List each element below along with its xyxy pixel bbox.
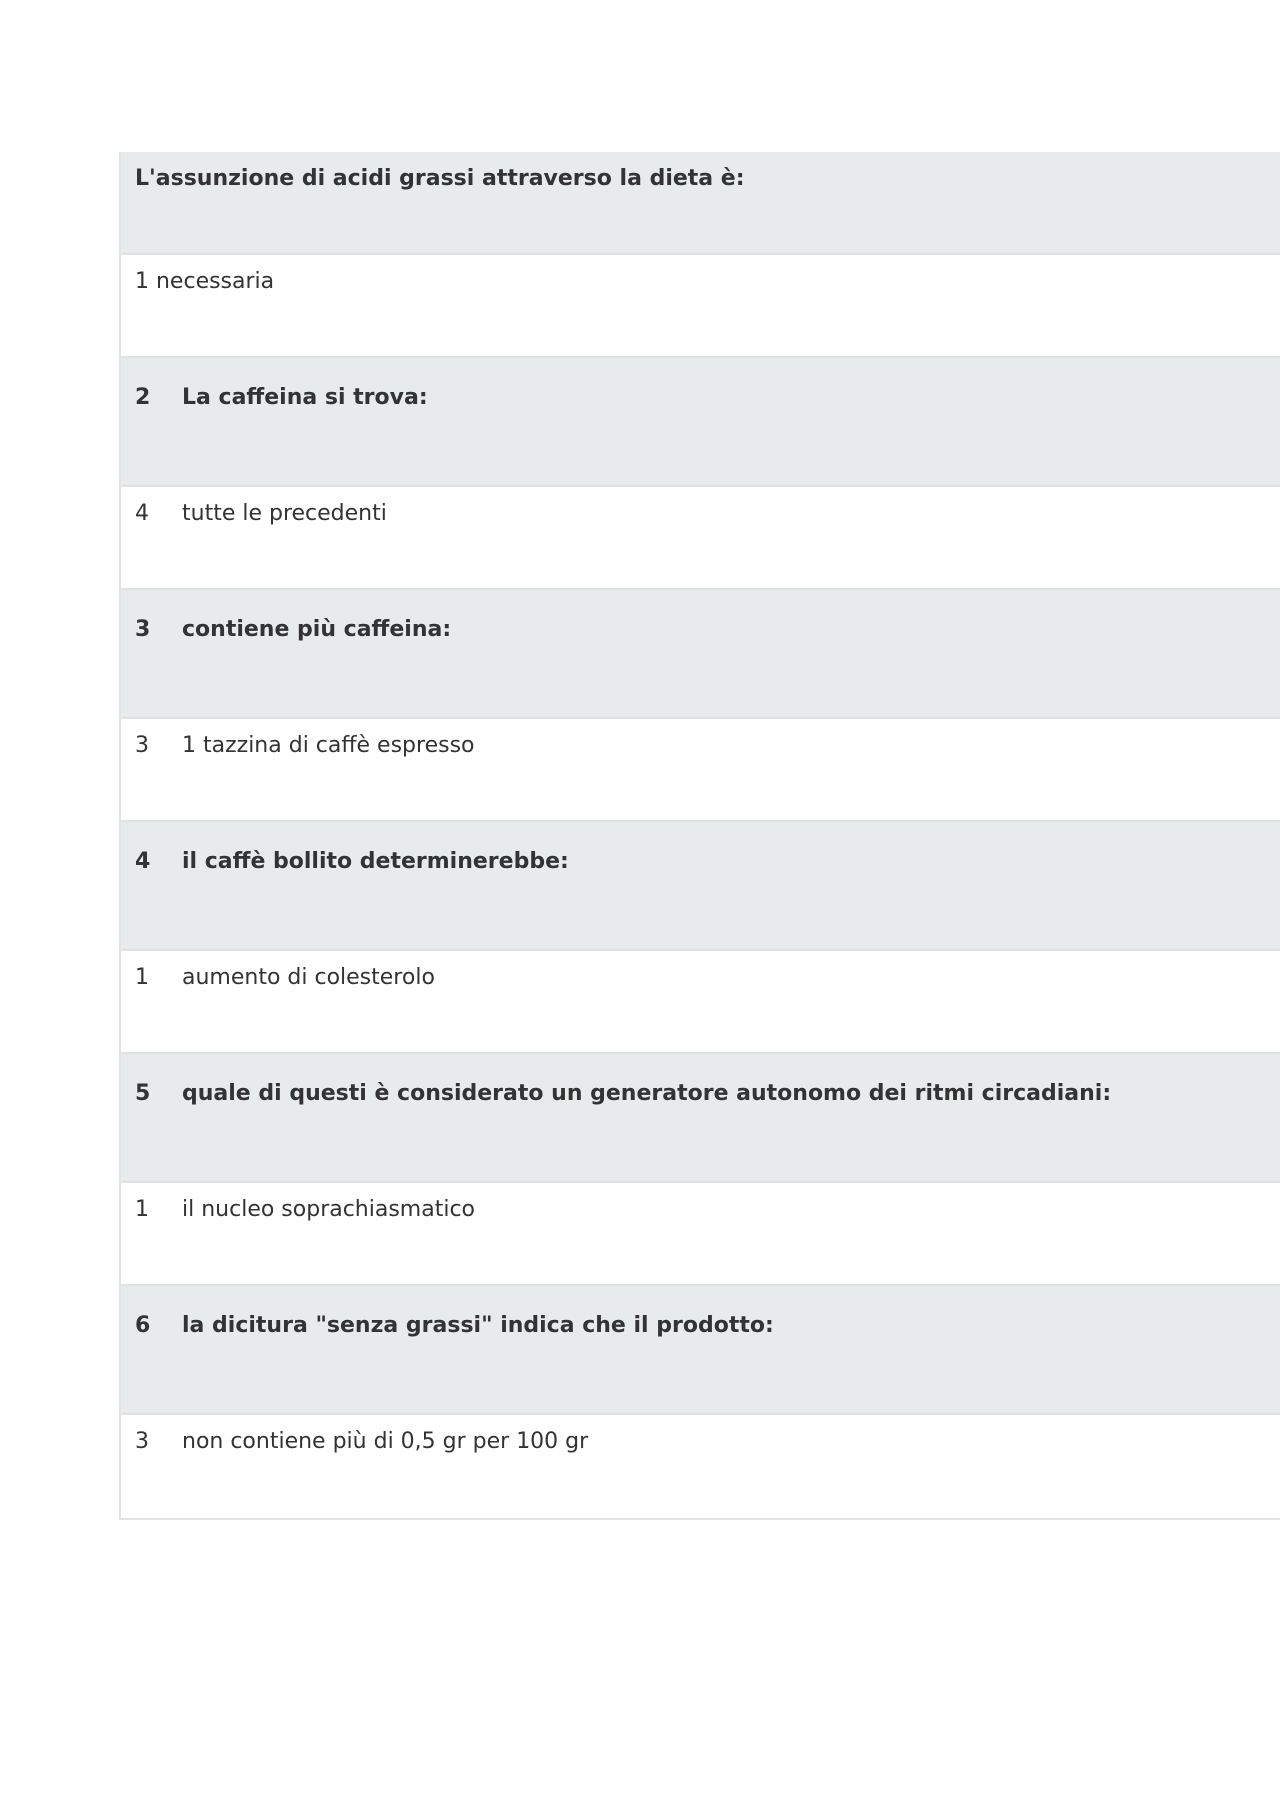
question-text: la dicitura "senza grassi" indica che il prodotto: (182, 1313, 774, 1338)
question-text: La caffeina si trova: (182, 385, 428, 410)
quiz-table (119, 152, 1280, 1520)
answer-number: 3 (135, 733, 149, 758)
answer-row-3 (121, 719, 1280, 822)
question-row-1 (121, 152, 1280, 255)
question-number: 3 (135, 617, 151, 642)
question-number: 6 (135, 1313, 151, 1338)
answer-number: 4 (135, 501, 149, 526)
answer-number: 3 (135, 1429, 149, 1454)
question-text: L'assunzione di acidi grassi attraverso la dieta è: (135, 166, 745, 191)
answer-row-5 (121, 1183, 1280, 1286)
answer-row-1 (121, 255, 1280, 358)
question-row-3 (121, 590, 1280, 719)
question-number: 5 (135, 1081, 151, 1106)
answer-row-6 (121, 1415, 1280, 1518)
question-number: 2 (135, 385, 151, 410)
answer-number: 1 (135, 965, 149, 990)
answer-text: il nucleo soprachiasmatico (182, 1197, 476, 1222)
answer-text: aumento di colesterolo (182, 965, 435, 990)
question-row-6 (121, 1286, 1280, 1415)
question-text: quale di questi è considerato un generatore autonomo dei ritmi circadiani: (182, 1081, 1112, 1106)
answer-text: tutte le precedenti (182, 501, 387, 526)
question-row-2 (121, 358, 1280, 487)
answer-text: 1 necessaria (135, 269, 275, 294)
answer-row-2 (121, 487, 1280, 590)
question-text: contiene più caffeina: (182, 617, 452, 642)
question-row-5 (121, 1054, 1280, 1183)
question-number: 4 (135, 849, 151, 874)
answer-text: 1 tazzina di caffè espresso (182, 733, 475, 758)
answer-number: 1 (135, 1197, 149, 1222)
question-text: il caffè bollito determinerebbe: (182, 849, 569, 874)
question-row-4 (121, 822, 1280, 951)
answer-row-4 (121, 951, 1280, 1054)
answer-text: non contiene più di 0,5 gr per 100 gr (182, 1429, 589, 1454)
